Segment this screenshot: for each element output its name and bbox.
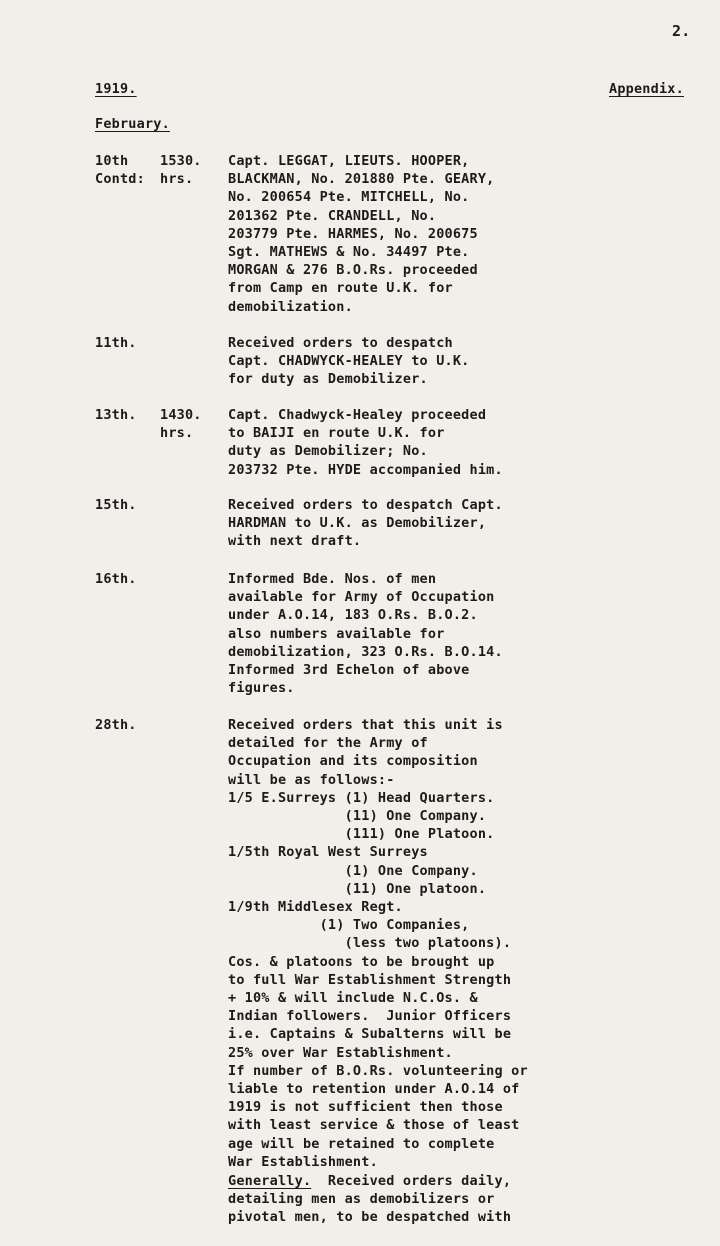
- entry-text: Capt. LEGGAT, LIEUTS. HOOPER, BLACKMAN, No. 201880 Pte. GEARY, No. 200654 Pte. MITCHELL, No. 201362 Pte. CRANDELL, No. 203779 Pte. HARMES, No. 200675 Sgt. MATHEWS & No. 34497 Pte. MORGAN & 276 B.O.Rs. proceeded from Camp en route U.K. for demobilization.: [228, 153, 495, 315]
- entry-date: 11th.: [95, 335, 137, 351]
- generally-label: Generally.: [228, 1173, 312, 1189]
- month-heading: February.: [95, 116, 170, 132]
- page-number: 2.: [672, 22, 691, 40]
- generally-text-first: Received orders daily,: [311, 1173, 512, 1189]
- appendix-heading: Appendix.: [609, 81, 684, 97]
- entry-date: 13th.: [95, 407, 137, 423]
- entry-text: Capt. Chadwyck-Healey proceeded to BAIJI en route U.K. for duty as Demobilizer; No. 203732 Pte. HYDE accompanied him.: [228, 407, 503, 478]
- entry-date: 28th.: [95, 717, 137, 733]
- entry-text: Received orders that this unit is detailed for the Army of Occupation and its composition will be as follows:- 1/5 E.Surreys (1) Head Quarters. (11) One Company. (111) One Platoon. 1/5th Royal West Surreys (1) One Company. (11) One platoon. 1/9th Middlesex Regt. (1) Two Companies, (less two platoons). Cos. & platoons to be brought up to full War Establishment Strength + 10% & will include N.C.Os. & Indian followers. Junior Officers i.e. Captains & Subalterns will be 25% over War Establishment. If number of B.O.Rs. volunteering or liable to retention under A.O.14 of 1919 is not sufficient then those with least service & those of least age will be retained to complete War Establishment.: [228, 717, 528, 1170]
- entry-time: 1430. hrs.: [160, 407, 202, 442]
- entry-time: 1530. hrs.: [160, 153, 202, 188]
- generally-paragraph: [228, 1172, 511, 1190]
- entry-date: 10th Contd:: [95, 153, 145, 188]
- generally-text-rest: detailing men as demobilizers or pivotal men, to be despatched with: [228, 1191, 512, 1226]
- entry-text: Informed Bde. Nos. of men available for Army of Occupation under A.O.14, 183 O.Rs. B.O.2. also numbers available for demobilization, 323 O.Rs. B.O.14. Informed 3rd Echelon of above figures.: [228, 571, 503, 697]
- entry-text: Received orders to despatch Capt. CHADWYCK-HEALEY to U.K. for duty as Demobilizer.: [228, 335, 470, 388]
- year-heading: 1919.: [95, 81, 137, 97]
- entry-date: 16th.: [95, 571, 137, 587]
- entry-text: Received orders to despatch Capt. HARDMAN to U.K. as Demobilizer, with next draft.: [228, 497, 503, 550]
- entry-date: 15th.: [95, 497, 137, 513]
